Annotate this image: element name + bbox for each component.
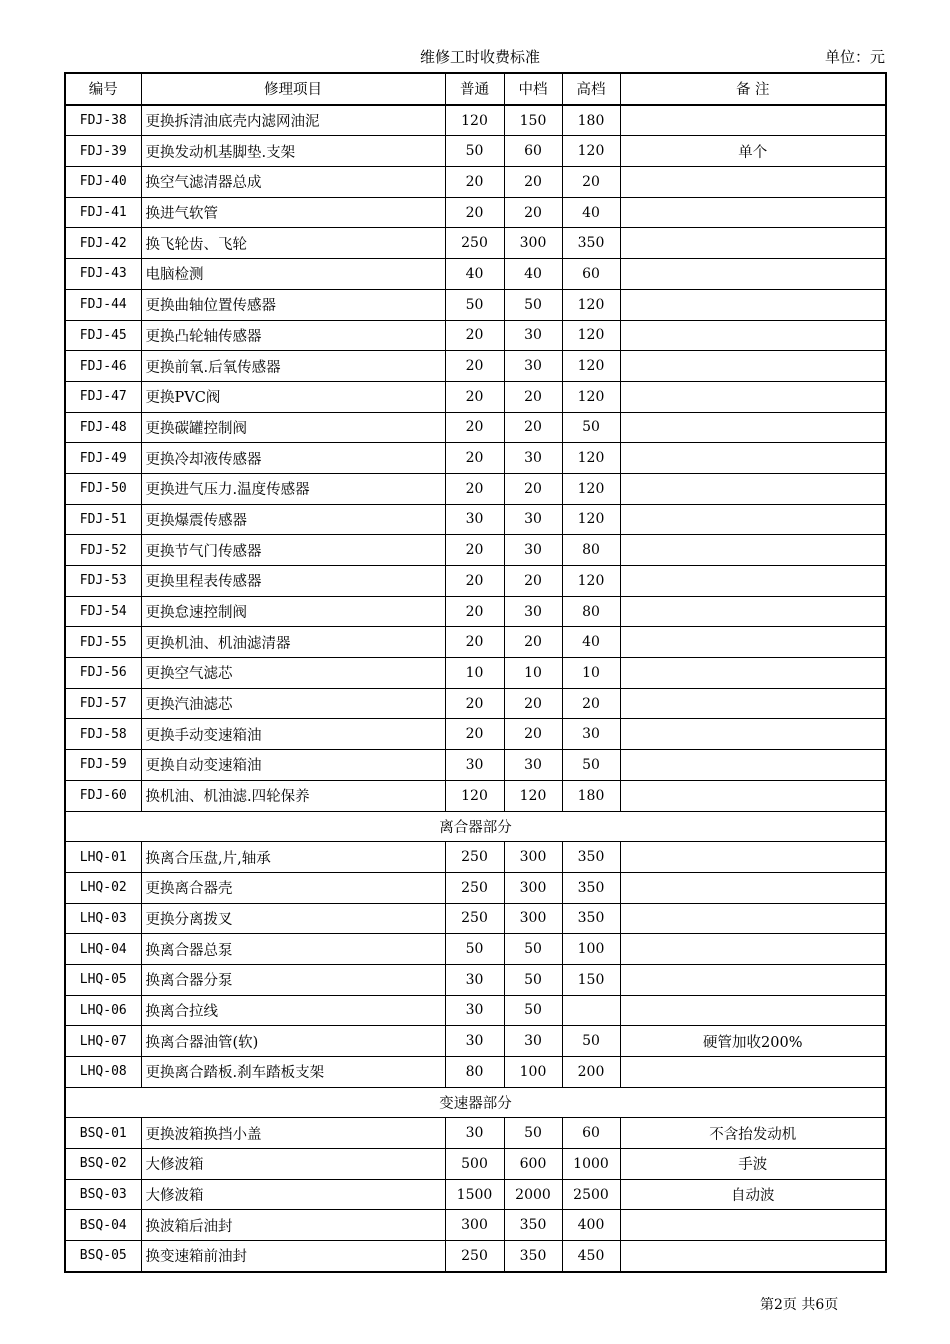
cell-high: 40 [562, 197, 620, 228]
cell-high: 80 [562, 596, 620, 627]
cell-high: 50 [562, 412, 620, 443]
cell-normal: 20 [445, 535, 504, 566]
cell-mid: 30 [504, 351, 562, 382]
cell-item: 更换里程表传感器 [141, 566, 445, 597]
table-row [65, 903, 886, 934]
cell-code: LHQ-06 [65, 995, 141, 1026]
cell-note [620, 412, 886, 443]
cell-code: FDJ-45 [65, 320, 141, 351]
cell-high: 350 [562, 872, 620, 903]
section-title: 变速器部分 [65, 1087, 886, 1118]
table-row [65, 136, 886, 167]
cell-mid: 120 [504, 780, 562, 811]
cell-mid: 300 [504, 228, 562, 259]
cell-high: 40 [562, 627, 620, 658]
table-header-row [65, 73, 886, 105]
cell-high: 400 [562, 1210, 620, 1241]
cell-high: 150 [562, 964, 620, 995]
table-row [65, 842, 886, 873]
col-header-normal: 普通 [445, 73, 504, 105]
cell-high: 80 [562, 535, 620, 566]
table-row [65, 750, 886, 781]
section-row [65, 811, 886, 842]
cell-item: 更换手动变速箱油 [141, 719, 445, 750]
col-header-mid: 中档 [504, 73, 562, 105]
cell-note [620, 750, 886, 781]
cell-high: 180 [562, 780, 620, 811]
cell-mid: 150 [504, 105, 562, 136]
cell-note: 硬管加收200% [620, 1026, 886, 1057]
cell-code: FDJ-49 [65, 443, 141, 474]
cell-note [620, 167, 886, 198]
table-row [65, 381, 886, 412]
cell-high: 10 [562, 658, 620, 689]
cell-item: 换空气滤清器总成 [141, 167, 445, 198]
cell-high: 20 [562, 167, 620, 198]
cell-normal: 20 [445, 627, 504, 658]
cell-note: 自动波 [620, 1179, 886, 1210]
cell-high: 200 [562, 1057, 620, 1088]
cell-high: 120 [562, 381, 620, 412]
cell-mid: 20 [504, 627, 562, 658]
table-row [65, 535, 886, 566]
table-row [65, 259, 886, 290]
cell-note [620, 780, 886, 811]
cell-note [620, 228, 886, 259]
cell-normal: 30 [445, 964, 504, 995]
cell-high: 120 [562, 566, 620, 597]
cell-note [620, 719, 886, 750]
cell-item: 更换进气压力.温度传感器 [141, 473, 445, 504]
cell-code: FDJ-55 [65, 627, 141, 658]
cell-mid: 20 [504, 197, 562, 228]
col-header-item: 修理项目 [141, 73, 445, 105]
cell-item: 换波箱后油封 [141, 1210, 445, 1241]
table-row [65, 719, 886, 750]
cell-item: 换离合拉线 [141, 995, 445, 1026]
cell-item: 更换离合踏板.刹车踏板支架 [141, 1057, 445, 1088]
cell-item: 大修波箱 [141, 1179, 445, 1210]
cell-normal: 50 [445, 289, 504, 320]
cell-note [620, 381, 886, 412]
cell-note [620, 259, 886, 290]
cell-code: LHQ-08 [65, 1057, 141, 1088]
cell-item: 换离合器油管(软) [141, 1026, 445, 1057]
cell-normal: 80 [445, 1057, 504, 1088]
cell-note [620, 443, 886, 474]
cell-item: 更换前氧.后氧传感器 [141, 351, 445, 382]
cell-item: 换进气软管 [141, 197, 445, 228]
cell-note [620, 964, 886, 995]
cell-note [620, 995, 886, 1026]
table-row [65, 934, 886, 965]
cell-note: 不含抬发动机 [620, 1118, 886, 1149]
cell-normal: 250 [445, 228, 504, 259]
cell-item: 更换分离拨叉 [141, 903, 445, 934]
cell-item: 更换机油、机油滤清器 [141, 627, 445, 658]
table-row [65, 1210, 886, 1241]
table-row [65, 197, 886, 228]
cell-mid: 30 [504, 1026, 562, 1057]
cell-code: LHQ-07 [65, 1026, 141, 1057]
cell-note [620, 289, 886, 320]
cell-code: FDJ-41 [65, 197, 141, 228]
cell-normal: 50 [445, 136, 504, 167]
cell-item: 更换节气门传感器 [141, 535, 445, 566]
cell-mid: 300 [504, 872, 562, 903]
cell-note [620, 596, 886, 627]
cell-high: 120 [562, 473, 620, 504]
cell-note: 单个 [620, 136, 886, 167]
col-header-note: 备 注 [620, 73, 886, 105]
cell-code: FDJ-57 [65, 688, 141, 719]
cell-item: 更换凸轮轴传感器 [141, 320, 445, 351]
cell-mid: 600 [504, 1149, 562, 1180]
cell-code: FDJ-60 [65, 780, 141, 811]
table-row [65, 995, 886, 1026]
cell-normal: 250 [445, 1241, 504, 1272]
cell-high: 60 [562, 259, 620, 290]
cell-code: FDJ-38 [65, 105, 141, 136]
cell-normal: 10 [445, 658, 504, 689]
cell-high: 60 [562, 1118, 620, 1149]
cell-item: 更换曲轴位置传感器 [141, 289, 445, 320]
col-header-code: 编号 [65, 73, 141, 105]
cell-mid: 20 [504, 381, 562, 412]
cell-item: 大修波箱 [141, 1149, 445, 1180]
cell-code: FDJ-40 [65, 167, 141, 198]
cell-item: 更换自动变速箱油 [141, 750, 445, 781]
cell-high: 180 [562, 105, 620, 136]
cell-note [620, 1210, 886, 1241]
table-row [65, 504, 886, 535]
cell-mid: 40 [504, 259, 562, 290]
cell-normal: 50 [445, 934, 504, 965]
cell-high: 120 [562, 320, 620, 351]
cell-normal: 20 [445, 167, 504, 198]
cell-mid: 50 [504, 1118, 562, 1149]
cell-mid: 350 [504, 1241, 562, 1272]
cell-note [620, 627, 886, 658]
section-row [65, 1087, 886, 1118]
cell-normal: 20 [445, 197, 504, 228]
table-row [65, 596, 886, 627]
cell-normal: 20 [445, 473, 504, 504]
cell-normal: 30 [445, 504, 504, 535]
cell-note [620, 1241, 886, 1272]
page-title: 维修工时收费标准 [419, 48, 540, 66]
cell-high: 50 [562, 1026, 620, 1057]
cell-item: 更换汽油滤芯 [141, 688, 445, 719]
cell-mid: 300 [504, 842, 562, 873]
cell-item: 更换离合器壳 [141, 872, 445, 903]
cell-normal: 20 [445, 566, 504, 597]
cell-high: 120 [562, 504, 620, 535]
cell-code: FDJ-54 [65, 596, 141, 627]
table-row [65, 964, 886, 995]
cell-normal: 300 [445, 1210, 504, 1241]
section-title: 离合器部分 [65, 811, 886, 842]
cell-mid: 100 [504, 1057, 562, 1088]
table-row [65, 1149, 886, 1180]
cell-note [620, 535, 886, 566]
table-row [65, 443, 886, 474]
table-row [65, 1057, 886, 1088]
cell-mid: 20 [504, 412, 562, 443]
cell-code: LHQ-01 [65, 842, 141, 873]
cell-note [620, 872, 886, 903]
cell-mid: 2000 [504, 1179, 562, 1210]
cell-code: FDJ-50 [65, 473, 141, 504]
cell-code: FDJ-48 [65, 412, 141, 443]
cell-normal: 20 [445, 381, 504, 412]
cell-normal: 40 [445, 259, 504, 290]
cell-code: FDJ-53 [65, 566, 141, 597]
cell-note [620, 197, 886, 228]
cell-mid: 20 [504, 688, 562, 719]
cell-item: 换变速箱前油封 [141, 1241, 445, 1272]
cell-note: 手波 [620, 1149, 886, 1180]
cell-code: LHQ-03 [65, 903, 141, 934]
table-body [65, 105, 886, 1272]
cell-code: LHQ-02 [65, 872, 141, 903]
cell-high: 350 [562, 228, 620, 259]
cell-note [620, 351, 886, 382]
cell-note [620, 320, 886, 351]
cell-normal: 20 [445, 719, 504, 750]
cell-mid: 30 [504, 535, 562, 566]
cell-note [620, 688, 886, 719]
cell-mid: 30 [504, 596, 562, 627]
table-row [65, 228, 886, 259]
cell-item: 更换碳罐控制阀 [141, 412, 445, 443]
cell-note [620, 842, 886, 873]
cell-code: FDJ-52 [65, 535, 141, 566]
table-row [65, 780, 886, 811]
table-row [65, 1026, 886, 1057]
cell-code: FDJ-42 [65, 228, 141, 259]
cell-mid: 350 [504, 1210, 562, 1241]
cell-item: 换飞轮齿、飞轮 [141, 228, 445, 259]
cell-mid: 30 [504, 320, 562, 351]
cell-note [620, 903, 886, 934]
cell-normal: 20 [445, 443, 504, 474]
cell-high: 120 [562, 289, 620, 320]
table-row [65, 688, 886, 719]
cell-code: LHQ-05 [65, 964, 141, 995]
cell-mid: 10 [504, 658, 562, 689]
cell-normal: 20 [445, 412, 504, 443]
cell-mid: 50 [504, 934, 562, 965]
cell-mid: 60 [504, 136, 562, 167]
cell-code: FDJ-58 [65, 719, 141, 750]
cell-item: 换机油、机油滤.四轮保养 [141, 780, 445, 811]
cell-item: 电脑检测 [141, 259, 445, 290]
cell-code: LHQ-04 [65, 934, 141, 965]
cell-high: 350 [562, 842, 620, 873]
cell-normal: 120 [445, 105, 504, 136]
cell-code: BSQ-02 [65, 1149, 141, 1180]
cell-high: 50 [562, 750, 620, 781]
cell-item: 更换冷却液传感器 [141, 443, 445, 474]
cell-item: 更换PVC阀 [141, 381, 445, 412]
cell-high: 100 [562, 934, 620, 965]
cell-normal: 1500 [445, 1179, 504, 1210]
cell-item: 更换爆震传感器 [141, 504, 445, 535]
cell-normal: 30 [445, 750, 504, 781]
cell-item: 更换波箱换挡小盖 [141, 1118, 445, 1149]
table-row [65, 1118, 886, 1149]
cell-item: 更换空气滤芯 [141, 658, 445, 689]
cell-item: 换离合器分泵 [141, 964, 445, 995]
cell-item: 更换发动机基脚垫.支架 [141, 136, 445, 167]
cell-normal: 120 [445, 780, 504, 811]
cell-code: FDJ-46 [65, 351, 141, 382]
cell-high: 20 [562, 688, 620, 719]
table-row [65, 320, 886, 351]
cell-normal: 20 [445, 320, 504, 351]
table-row [65, 1179, 886, 1210]
table-row [65, 1241, 886, 1272]
cell-mid: 30 [504, 504, 562, 535]
cell-note [620, 504, 886, 535]
cell-code: FDJ-47 [65, 381, 141, 412]
table-row [65, 658, 886, 689]
cell-normal: 30 [445, 1026, 504, 1057]
table-row [65, 566, 886, 597]
cell-code: BSQ-03 [65, 1179, 141, 1210]
cell-normal: 20 [445, 596, 504, 627]
cell-mid: 20 [504, 473, 562, 504]
page-number: 第2页 共6页 [760, 1297, 839, 1313]
cell-note [620, 1057, 886, 1088]
cell-code: FDJ-39 [65, 136, 141, 167]
cell-code: FDJ-44 [65, 289, 141, 320]
table-row [65, 351, 886, 382]
cell-high: 350 [562, 903, 620, 934]
cell-mid: 20 [504, 566, 562, 597]
cell-code: FDJ-59 [65, 750, 141, 781]
cell-item: 更换怠速控制阀 [141, 596, 445, 627]
cell-code: BSQ-05 [65, 1241, 141, 1272]
cell-high: 2500 [562, 1179, 620, 1210]
cell-normal: 30 [445, 995, 504, 1026]
cell-note [620, 658, 886, 689]
cell-code: FDJ-43 [65, 259, 141, 290]
cell-normal: 250 [445, 842, 504, 873]
cell-item: 换离合压盘,片,轴承 [141, 842, 445, 873]
table-row [65, 105, 886, 136]
cell-code: BSQ-04 [65, 1210, 141, 1241]
table-row [65, 289, 886, 320]
table-row [65, 627, 886, 658]
cell-high: 30 [562, 719, 620, 750]
cell-normal: 30 [445, 1118, 504, 1149]
cell-high: 120 [562, 443, 620, 474]
cell-mid: 50 [504, 995, 562, 1026]
cell-high [562, 995, 620, 1026]
cell-note [620, 105, 886, 136]
cell-note [620, 934, 886, 965]
table-row [65, 412, 886, 443]
cell-normal: 500 [445, 1149, 504, 1180]
cell-code: FDJ-51 [65, 504, 141, 535]
cell-normal: 20 [445, 351, 504, 382]
cell-mid: 30 [504, 750, 562, 781]
cell-mid: 20 [504, 167, 562, 198]
price-table [64, 72, 887, 1273]
cell-note [620, 566, 886, 597]
cell-item: 更换拆清油底壳内滤网油泥 [141, 105, 445, 136]
cell-high: 450 [562, 1241, 620, 1272]
col-header-high: 高档 [562, 73, 620, 105]
cell-note [620, 473, 886, 504]
cell-high: 120 [562, 351, 620, 382]
cell-code: BSQ-01 [65, 1118, 141, 1149]
cell-mid: 50 [504, 289, 562, 320]
cell-normal: 250 [445, 903, 504, 934]
cell-normal: 20 [445, 688, 504, 719]
table-row [65, 473, 886, 504]
cell-mid: 50 [504, 964, 562, 995]
unit-label: 单位：元 [824, 48, 885, 66]
cell-mid: 300 [504, 903, 562, 934]
cell-mid: 20 [504, 719, 562, 750]
table-row [65, 167, 886, 198]
cell-item: 换离合器总泵 [141, 934, 445, 965]
cell-code: FDJ-56 [65, 658, 141, 689]
table-row [65, 872, 886, 903]
cell-mid: 30 [504, 443, 562, 474]
cell-normal: 250 [445, 872, 504, 903]
cell-high: 120 [562, 136, 620, 167]
cell-high: 1000 [562, 1149, 620, 1180]
